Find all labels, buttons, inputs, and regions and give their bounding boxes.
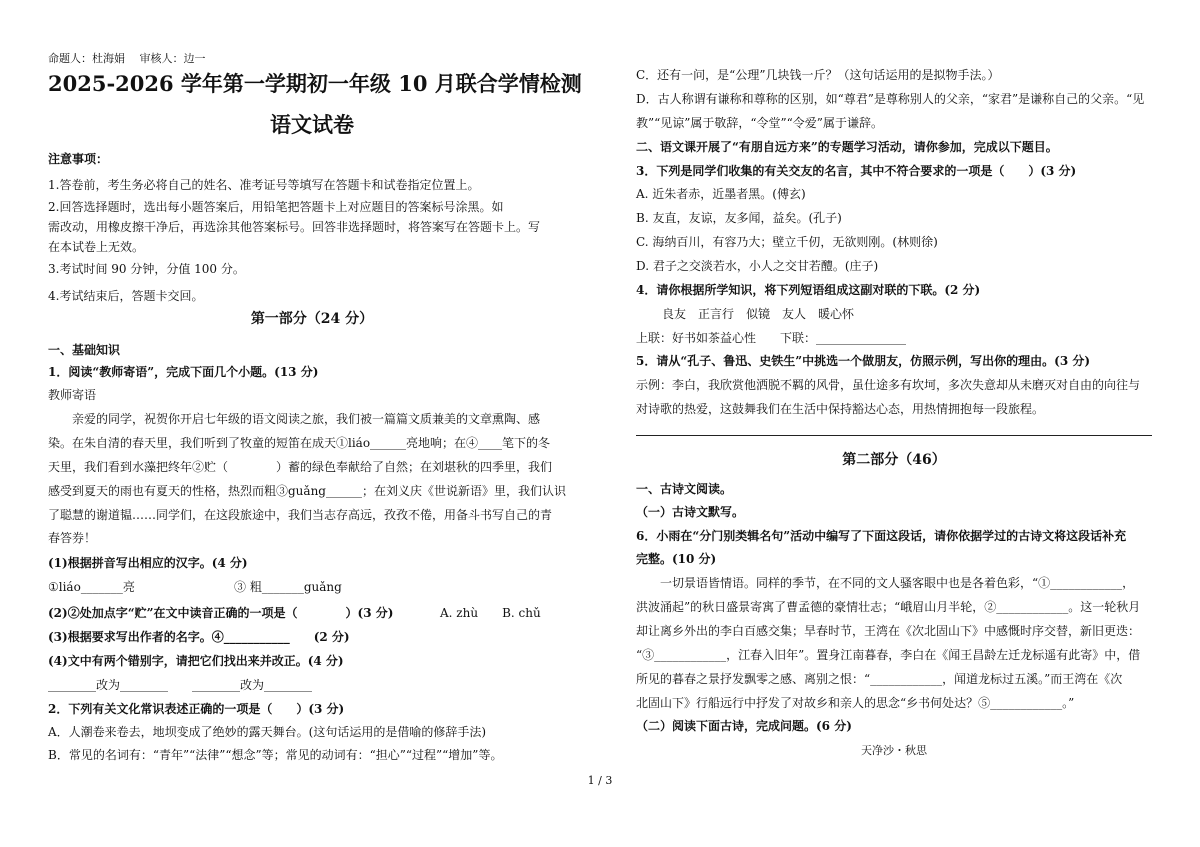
q1-title: 1．阅读“教师寄语”，完成下面几个小题。(13 分) [48,365,319,379]
q3-option-c: C. 海纳百川，有容乃大；壁立千仞，无欲则刚。(林则徐) [636,235,938,249]
notes-heading: 注意事项： [48,152,109,166]
q2-option-d-line2: 教”“见谅”属于敬辞，“令堂”“令爱”属于谦辞。 [636,116,883,130]
q6-paragraph-line: 却让离乡外出的李白百感交集；旱春时节，王湾在《次北固山下》中感慨时序交替，新旧更迭： [636,624,1141,638]
passage-line: 亲爱的同学，祝贺你开启七年级的语文阅读之旅，我们被一篇篇文质兼美的文章熏陶、感 [48,412,541,426]
sub-question-1-b: ③ 粗_______guǎng [234,580,342,594]
sub-question-4: (4)文中有两个错别字，请把它们找出来并改正。(4 分) [48,654,344,668]
q6-paragraph-line: “③____________，江春入旧年”。置身江南暮春，李白在《闻王昌龄左迁龙标遥有此寄》中，借 [636,648,1141,662]
poetry-heading: 一、古诗文阅读。 [636,482,733,496]
sub-question-2-options: A. zhù B. chǔ [440,606,541,620]
q3-option-a: A. 近朱者赤，近墨者黑。(傅玄) [636,187,806,201]
part2-heading: 第二部分（46） [842,452,946,468]
q6-paragraph-line: 一切景语皆情语。同样的季节，在不同的文人骚客眼中也是各着色彩，“①____________， [636,576,1135,590]
note-item: 需改动，用橡皮擦干净后，再选涂其他答案标号。回答非选择题时，将答案写在答题卡上。写 [48,220,541,234]
q3-title: 3．下列是同学们收集的有关交友的名言，其中不符合要求的一项是（ ）(3 分) [636,164,1077,178]
poem-title: 天净沙・秋思 [861,744,927,757]
q5-example-line2: 对诗歌的热爱，这鼓舞我们在生活中保持豁达心态，用热情拥抱每一段旅程。 [636,402,1045,416]
sub-question-1-a: ①liáo_______亮 [48,580,135,594]
note-item: 4.考试结束后，答题卡交回。 [48,289,204,303]
q3-option-b: B. 友直，友谅，友多闻，益矣。(孔子) [636,211,842,225]
basics-heading: 一、基础知识 [48,343,121,357]
passage-line: 春答券！ [48,531,97,545]
q2-option-c: C．还有一问，是“公理”几块钱一斤？（这句话运用的是拟物手法。） [636,68,1000,82]
q6-paragraph-line: 所见的暮春之景抒发飘零之感、离别之恨：“____________，闻道龙标过五溪。”而王湾在《次 [636,672,1123,686]
passage-line: 天里，我们看到水藻把终年②贮（ ）蓄的绿色奉献给了自然；在刘堪秋的四季里，我们 [48,460,553,474]
q2-title: 2．下列有关文化常识表述正确的一项是（ ）(3 分) [48,702,345,716]
note-item: 在本试卷上无效。 [48,240,145,254]
reading-heading: （二）阅读下面古诗，完成问题。(6 分) [636,719,852,733]
q2-option-b: B．常见的名词有：“青年”“法律”“想念”等；常见的动词有：“担心”“过程”“增加”等。 [48,748,503,762]
passage-line: 感受到夏天的雨也有夏天的性格，热烈而粗③guǎng______；在刘义庆《世说新语》里，我们认识 [48,484,566,498]
q5-example-line1: 示例：李白，我欣赏他洒脱不羁的风骨，虽仕途多有坎坷，多次失意却从未磨灭对自由的向往与 [636,378,1141,392]
exam-subtitle: 语文试卷 [270,112,354,137]
q4-words: 良友 正言行 似镜 友人 暖心怀 [662,307,855,321]
page-number: 1 / 3 [587,774,613,787]
q5-title: 5．请从“孔子、鲁迅、史铁生”中挑选一个做朋友，仿照示例，写出你的理由。(3 分) [636,354,1091,368]
q6-paragraph-line: 洪波涌起”的秋日盛景寄寓了曹孟德的豪情壮志；“峨眉山月半轮，②____________。这一轮秋月 [636,600,1141,614]
note-item: 3.考试时间 90 分钟，分值 100 分。 [48,262,245,276]
note-item: 2.回答选择题时，选出每小题答案后，用铅笔把答题卡上对应题目的答案标号涂黑。如 [48,200,504,214]
sub-question-4-answer-line: ________改为________ ________改为________ [48,678,313,692]
note-item: 1.答卷前，考生务必将自己的姓名、准考证号等填写在答题卡和试卷指定位置上。 [48,178,480,192]
section-divider [636,435,1152,436]
sub-question-2: (2)②处加点字“贮”在文中读音正确的一项是（ ）(3 分) [48,606,394,620]
q4-title: 4．请你根据所学知识，将下列短语组成这副对联的下联。(2 分) [636,283,981,297]
q2-option-d-line1: D．古人称谓有谦称和尊称的区别，如“尊君”是尊称别人的父亲，“家君”是谦称自己的父亲。“见 [636,92,1145,106]
q6-title-line1: 6．小雨在“分门别类辑名句”活动中编写了下面这段话，请你依据学过的古诗文将这段话补充 [636,529,1127,543]
authors-line: 命题人：杜海娟 审核人：边一 [48,52,206,65]
q2-option-a: A．人潮卷来卷去，地坝变成了绝妙的露天舞台。(这句话运用的是借喻的修辞手法) [48,725,487,739]
passage-line: 了聪慧的谢道韫……同学们，在这段旅途中，我们当志存高远，孜孜不倦，用备斗书写自己的青 [48,508,553,522]
activity-heading: 二、语文课开展了“有朋自远方来”的专题学习活动，请你参加，完成以下题目。 [636,140,1058,154]
sub-question-1: (1)根据拼音写出相应的汉字。(4 分) [48,556,248,570]
q6-title-line2: 完整。(10 分) [636,552,717,566]
part1-heading: 第一部分（24 分） [250,311,374,327]
sub-question-3: (3)根据要求写出作者的名字。④___________ (2 分) [48,630,350,644]
exam-title: 2025-2026 学年第一学期初一年级 10 月联合学情检测 [48,71,582,96]
q4-couplet: 上联：好书如茶益心性 下联：_______________ [636,331,907,345]
q1-subtitle: 教师寄语 [48,388,97,402]
passage-line: 染。在朱自清的春天里，我们听到了牧童的短笛在成天①liáo______亮地响；在④____笔下的冬 [48,436,551,450]
q3-option-d: D. 君子之交淡若水，小人之交甘若醴。(庄子) [636,259,879,273]
q6-paragraph-line: 北固山下》行船远行中抒发了对故乡和亲人的思念“乡书何处达？⑤____________。” [636,696,1075,710]
dictation-heading: （一）古诗文默写。 [636,505,745,519]
